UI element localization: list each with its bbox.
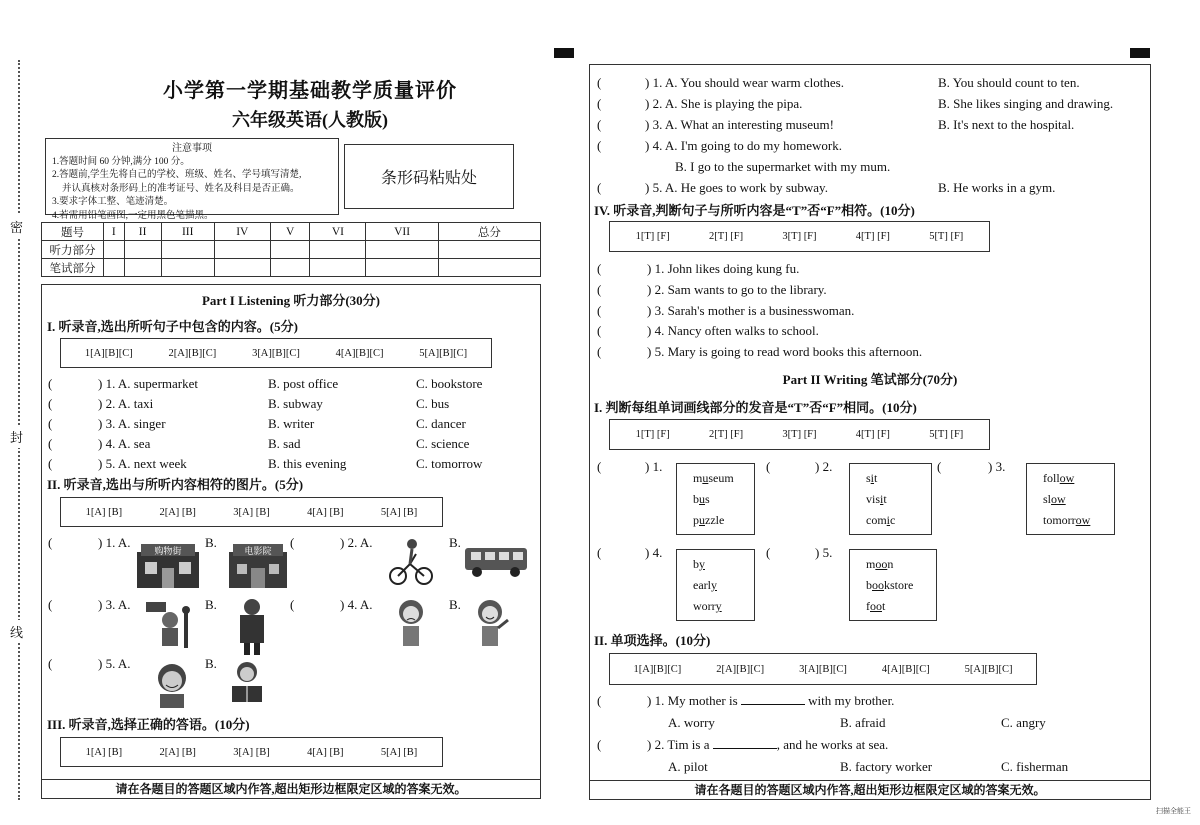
answer-option[interactable]: 5[T] [F] — [929, 429, 964, 440]
group-label: ) 5. — [815, 545, 833, 560]
paren: ( — [766, 545, 771, 560]
group-label: ) 1. — [645, 459, 663, 474]
paren: ( — [48, 396, 53, 411]
answer-option[interactable]: 2[A][B][C] — [716, 663, 765, 675]
side-char: 密 — [10, 215, 23, 238]
question-stem: ) 3. A. — [98, 597, 131, 612]
option-b: B. afraid — [840, 715, 886, 730]
paren: ( — [597, 117, 602, 132]
notice-item: 1.答题时间 60 分钟,满分 100 分。 — [52, 156, 190, 167]
paren: ( — [766, 459, 771, 474]
paren: ( — [597, 545, 602, 560]
paren: ( — [48, 416, 53, 431]
answer-option[interactable]: 3[A][B][C] — [799, 663, 847, 675]
word: worry — [693, 599, 722, 613]
option-c: C. bookstore — [416, 376, 483, 391]
answer-blank[interactable] — [741, 704, 805, 705]
answer-option[interactable]: 2[T] [F] — [709, 231, 744, 242]
word-group — [849, 549, 937, 621]
word-group — [676, 463, 755, 535]
cinema-sign: 电影院 — [244, 547, 272, 557]
answer-grid[interactable] — [60, 497, 443, 527]
word: bus — [693, 492, 710, 506]
score-header: II — [124, 223, 161, 241]
answer-option[interactable]: 5[T] [F] — [929, 231, 964, 242]
score-cell[interactable] — [438, 259, 540, 277]
question-stem: ) 4. A. I'm going to do my homework. — [645, 138, 842, 153]
watermark: 扫描全能王 — [1156, 807, 1191, 815]
paren: ( — [597, 303, 602, 318]
option-c: C. dancer — [416, 416, 466, 431]
cinema-picture — [225, 540, 291, 588]
word: comic — [866, 513, 896, 527]
exam-subtitle: 六年级英语(人教版) — [232, 110, 388, 130]
answer-option[interactable]: 2[A] [B] — [159, 506, 196, 518]
score-header: VII — [366, 223, 438, 241]
section-title: I. 判断每组单词画线部分的发音是“T”否“F”相同。(10分) — [594, 400, 917, 415]
option-b: B. factory worker — [840, 759, 933, 774]
answer-option[interactable]: 3[A] [B] — [233, 746, 270, 758]
score-cell[interactable] — [124, 259, 161, 277]
score-cell[interactable] — [214, 259, 270, 277]
answer-option[interactable]: 4[T] [F] — [855, 231, 890, 242]
happy-girl-picture — [470, 598, 512, 650]
paren: ( — [597, 138, 602, 153]
option-b: B. It's next to the hospital. — [938, 117, 1075, 132]
question-stem: ) 5. A. — [98, 656, 131, 671]
word: tomorrow — [1043, 513, 1091, 527]
bike-picture — [388, 536, 434, 586]
group-label: ) 3. — [988, 459, 1006, 474]
paren: ( — [597, 693, 602, 708]
option-b: B. writer — [268, 416, 315, 431]
score-row-label: 听力部分 — [42, 241, 104, 259]
paren: ( — [290, 597, 295, 612]
answer-grid[interactable] — [609, 419, 990, 450]
answer-option[interactable]: 1[A] [B] — [85, 506, 123, 518]
score-cell[interactable] — [310, 241, 366, 259]
group-label: ) 4. — [645, 545, 663, 560]
word: follow — [1043, 471, 1075, 485]
notice-title: 注意事项 — [172, 143, 212, 154]
question-stem: ) 4. A. sea — [98, 436, 151, 451]
question-stem — [647, 693, 894, 709]
score-cell[interactable] — [214, 241, 270, 259]
word: by — [693, 557, 705, 571]
score-cell[interactable] — [161, 259, 214, 277]
answer-option[interactable]: 2[A] [B] — [159, 746, 196, 758]
reading-boy-picture — [228, 660, 266, 708]
statement: ) 1. John likes doing kung fu. — [647, 261, 800, 276]
paren: ( — [597, 737, 602, 752]
answer-option[interactable]: 4[A] [B] — [307, 506, 344, 518]
side-char: 线 — [10, 620, 23, 643]
footer-note: 请在各题目的答题区域内作答,超出矩形边框限定区域的答案无效。 — [41, 779, 541, 799]
paren: ( — [597, 180, 602, 195]
question-stem: ) 1. A. You should wear warm clothes. — [645, 75, 844, 90]
score-cell[interactable] — [124, 241, 161, 259]
alignment-marker — [554, 48, 574, 58]
question-stem: ) 5. A. He goes to work by subway. — [645, 180, 828, 195]
question-stem: ) 1. A. supermarket — [98, 376, 199, 391]
word: moon — [866, 557, 894, 571]
question-stem: ) 2. A. — [340, 535, 373, 550]
option-b: B. sad — [268, 436, 301, 451]
option-b: B. — [205, 656, 217, 671]
option-b: B. I go to the supermarket with my mum. — [675, 159, 891, 174]
option-b: B. She likes singing and drawing. — [938, 96, 1114, 111]
footer-note: 请在各题目的答题区域内作答,超出矩形边框限定区域的答案无效。 — [589, 780, 1151, 800]
answer-option[interactable]: 5[A][B][C] — [419, 347, 468, 359]
bus-picture — [463, 544, 529, 578]
notice-item: 2.答题前,学生先将自己的学校、班级、姓名、学号填写清楚, — [52, 170, 302, 180]
paren: ( — [48, 376, 53, 391]
score-cell[interactable] — [270, 259, 310, 277]
section-title: II. 听录音,选出与所听内容相符的图片。(5分) — [47, 477, 304, 492]
paren: ( — [597, 323, 602, 338]
word: sit — [866, 471, 878, 485]
answer-option[interactable]: 5[A] [B] — [380, 746, 418, 758]
question-stem: ) 3. A. singer — [98, 416, 166, 431]
singer-picture — [140, 598, 200, 652]
score-header: III — [161, 223, 214, 241]
option-c: C. tomorrow — [416, 456, 483, 471]
word-group — [849, 463, 932, 535]
notice-item: 并认真核对条形码上的准考证号、姓名及科目是否正确。 — [62, 183, 300, 194]
notice-box — [45, 138, 339, 221]
section-title: II. 单项选择。(10分) — [594, 633, 711, 648]
option-c: C. bus — [416, 396, 450, 411]
stem-post: , and he works at sea. — [776, 737, 889, 752]
statement: ) 2. Sam wants to go to the library. — [647, 282, 827, 297]
answer-grid[interactable] — [60, 737, 443, 767]
option-b: B. You should count to ten. — [938, 75, 1080, 90]
question-stem: ) 5. A. next week — [98, 456, 187, 471]
option-b: B. post office — [268, 376, 339, 391]
option-a: A. worry — [668, 715, 715, 730]
paren: ( — [48, 436, 53, 451]
option-b: B. — [449, 597, 461, 612]
statement: ) 4. Nancy often walks to school. — [647, 323, 819, 338]
paren: ( — [937, 459, 942, 474]
answer-option[interactable]: 5[A][B][C] — [964, 663, 1013, 675]
section-title: IV. 听录音,判断句子与所听内容是“T”否“F”相符。(10分) — [594, 203, 915, 218]
paren: ( — [597, 459, 602, 474]
score-cell[interactable] — [310, 259, 366, 277]
option-b: B. — [205, 535, 217, 550]
score-header: 题号 — [42, 223, 104, 241]
notice-item: 3.要求字体工整、笔迹清楚。 — [52, 197, 174, 207]
answer-option[interactable]: 3[A][B][C] — [252, 347, 300, 359]
supermarket-picture — [135, 540, 201, 588]
score-table — [41, 222, 541, 277]
answer-option[interactable]: 2[A][B][C] — [168, 347, 217, 359]
option-a: A. pilot — [668, 759, 708, 774]
paren: ( — [48, 656, 53, 671]
word-group — [676, 549, 755, 621]
option-c: C. angry — [1001, 715, 1046, 730]
paren: ( — [48, 597, 53, 612]
answer-option[interactable]: 2[T] [F] — [709, 429, 744, 440]
word-group — [1026, 463, 1115, 535]
answer-grid[interactable] — [609, 221, 990, 252]
question-stem — [647, 737, 888, 753]
score-header: IV — [214, 223, 270, 241]
answer-blank[interactable] — [713, 748, 777, 749]
option-b: B. — [205, 597, 217, 612]
answer-option[interactable]: 1[A][B][C] — [84, 347, 133, 359]
question-stem: ) 3. A. What an interesting museum! — [645, 117, 834, 132]
word: slow — [1043, 492, 1066, 506]
answer-option[interactable]: 1[T] [F] — [635, 429, 670, 440]
option-b: B. He works in a gym. — [938, 180, 1056, 195]
word: visit — [866, 492, 887, 506]
score-cell[interactable] — [366, 241, 438, 259]
alignment-marker — [1130, 48, 1150, 58]
paren: ( — [597, 282, 602, 297]
part2-title: Part II Writing 笔试部分(70分) — [782, 372, 958, 387]
score-cell[interactable] — [161, 241, 214, 259]
section-title: I. 听录音,选出所听句子中包含的内容。(5分) — [47, 319, 298, 334]
shop-sign: 购物街 — [154, 547, 182, 557]
stem-pre: ) 2. Tim is a — [647, 737, 710, 752]
option-b: B. subway — [268, 396, 323, 411]
paren: ( — [597, 96, 602, 111]
score-cell[interactable] — [104, 241, 125, 259]
answer-option[interactable]: 3[T] [F] — [782, 231, 817, 242]
question-stem: ) 4. A. — [340, 597, 373, 612]
answer-option[interactable]: 4[T] [F] — [855, 429, 890, 440]
group-label: ) 2. — [815, 459, 833, 474]
score-header: VI — [310, 223, 366, 241]
option-b: B. — [449, 535, 461, 550]
paren: ( — [597, 261, 602, 276]
statement: ) 3. Sarah's mother is a businesswoman. — [647, 303, 855, 318]
paren: ( — [597, 344, 602, 359]
answer-option[interactable]: 1[A][B][C] — [633, 663, 682, 675]
paren: ( — [597, 75, 602, 90]
exam-title: 小学第一学期基础教学质量评价 — [163, 80, 457, 102]
side-char: 封 — [10, 425, 23, 448]
answer-option[interactable]: 5[A] [B] — [380, 506, 418, 518]
part1-title: Part I Listening 听力部分(30分) — [201, 293, 381, 308]
answer-option[interactable]: 3[T] [F] — [782, 429, 817, 440]
question-stem: ) 2. A. taxi — [98, 396, 154, 411]
teacher-picture — [232, 597, 272, 655]
answer-option[interactable]: 1[A] [B] — [85, 746, 123, 758]
paren: ( — [48, 456, 53, 471]
word: early — [693, 578, 717, 592]
answer-option[interactable]: 1[T] [F] — [635, 231, 670, 242]
word: foot — [866, 599, 886, 613]
paren: ( — [48, 535, 53, 550]
stem-pre: ) 1. My mother is — [647, 693, 738, 708]
answer-grid[interactable] — [60, 338, 492, 368]
option-c: C. fisherman — [1001, 759, 1069, 774]
answer-option[interactable]: 4[A] [B] — [307, 746, 344, 758]
option-b: B. this evening — [268, 456, 347, 471]
answer-grid[interactable] — [609, 653, 1037, 685]
statement: ) 5. Mary is going to read word books this afternoon. — [647, 344, 923, 359]
question-stem: ) 2. A. She is playing the pipa. — [645, 96, 803, 111]
barcode-area: 条形码粘贴处 — [344, 144, 514, 209]
answer-option[interactable]: 4[A][B][C] — [881, 663, 930, 675]
question-stem: ) 1. A. — [98, 535, 131, 550]
score-header: V — [270, 223, 310, 241]
word: museum — [693, 471, 734, 485]
sad-girl-picture — [394, 598, 428, 648]
boy-picture — [150, 660, 196, 708]
notice-item: 4.若需用铅笔画图,一定用黑色笔描黑。 — [52, 210, 214, 221]
section-title: III. 听录音,选择正确的答语。(10分) — [47, 717, 250, 732]
score-cell[interactable] — [366, 259, 438, 277]
score-header: 总分 — [438, 223, 540, 241]
score-header: I — [104, 223, 125, 241]
score-cell[interactable] — [104, 259, 125, 277]
score-cell[interactable] — [438, 241, 540, 259]
stem-post: with my brother. — [808, 693, 895, 708]
score-row-label: 笔试部分 — [42, 259, 104, 277]
option-c: C. science — [416, 436, 470, 451]
word: puzzle — [693, 513, 725, 527]
word: bookstore — [866, 578, 914, 592]
answer-option[interactable]: 3[A] [B] — [233, 506, 270, 518]
paren: ( — [290, 535, 295, 550]
answer-option[interactable]: 4[A][B][C] — [335, 347, 384, 359]
score-cell[interactable] — [270, 241, 310, 259]
